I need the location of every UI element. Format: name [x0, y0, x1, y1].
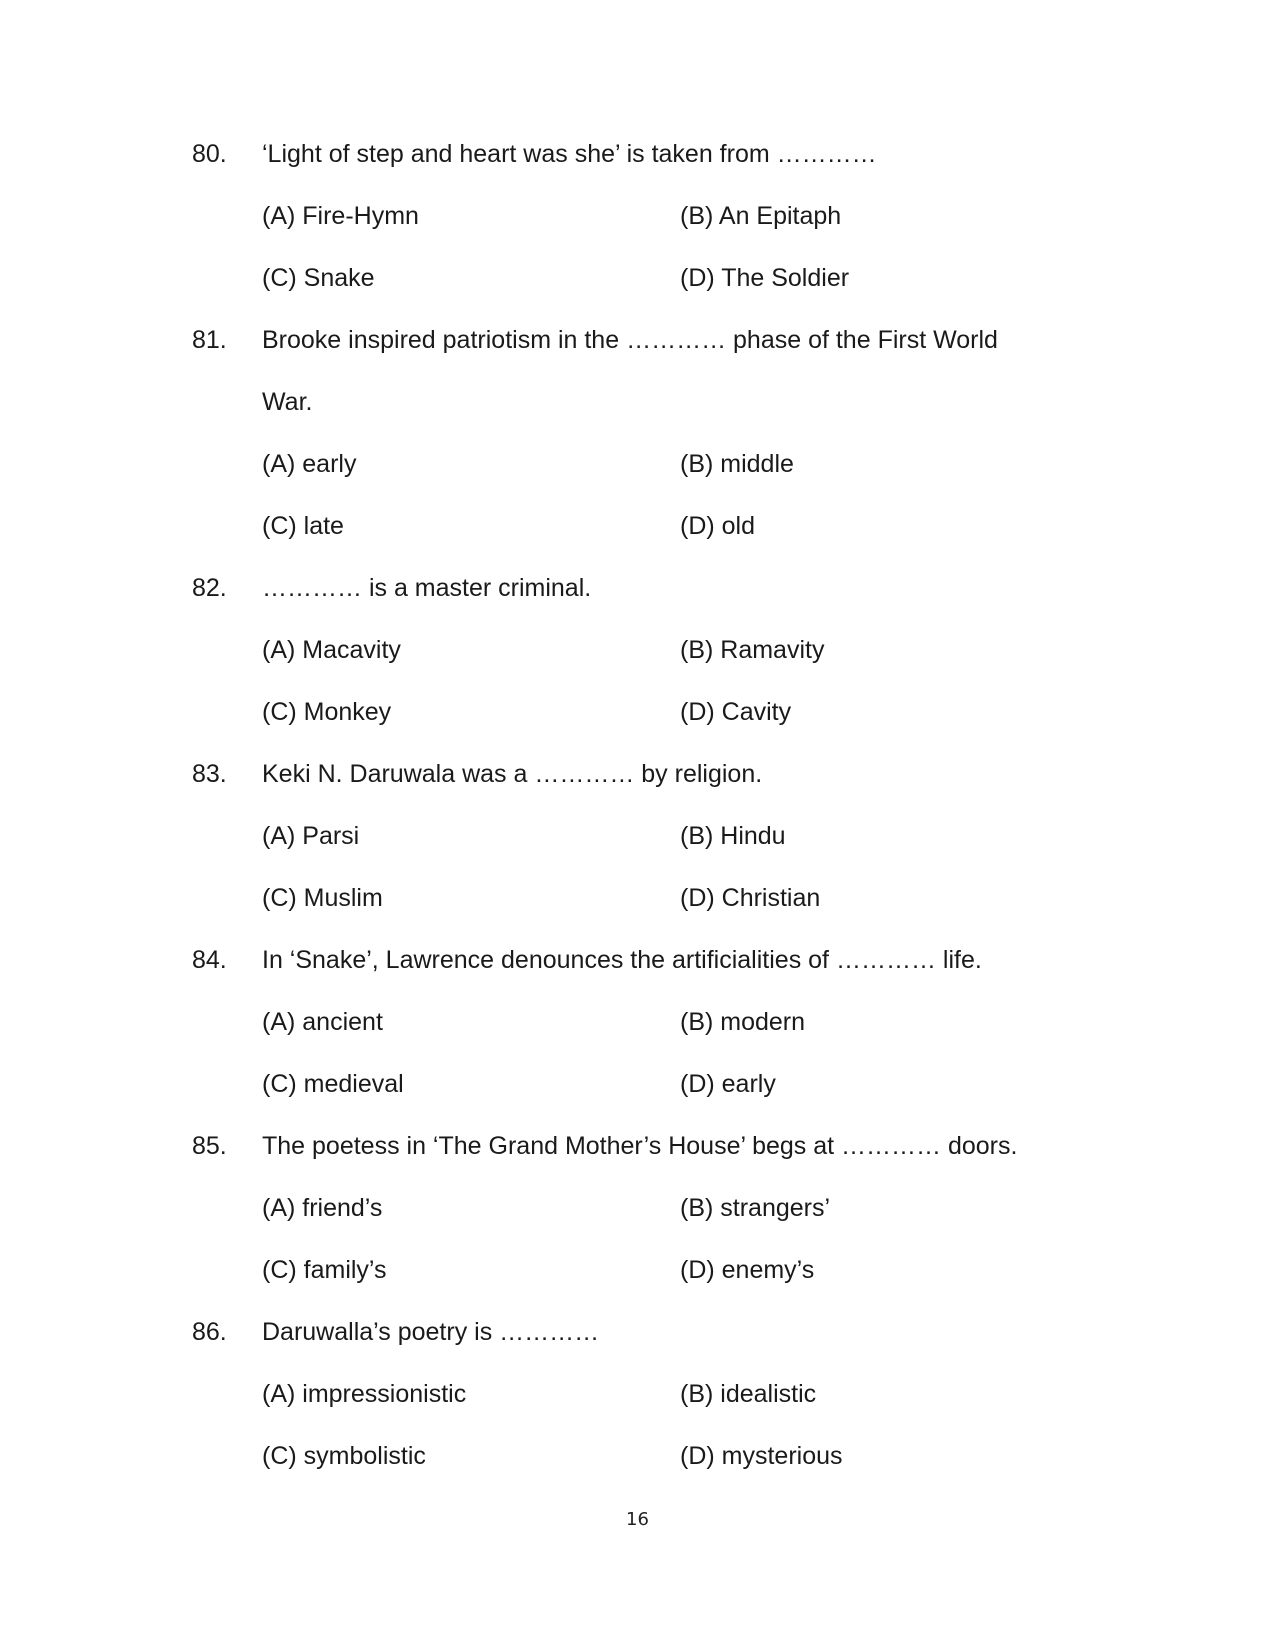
option-b: (B) strangers’ — [680, 1194, 831, 1222]
option-a: (A) Fire-Hymn — [262, 202, 419, 230]
question-number: 86. — [192, 1318, 227, 1346]
question-number: 80. — [192, 140, 227, 168]
question-text: Keki N. Daruwala was a ………… by religion. — [262, 760, 763, 788]
option-c: (C) symbolistic — [262, 1442, 426, 1470]
option-b: (B) middle — [680, 450, 794, 478]
question-text: ………… is a master criminal. — [262, 574, 592, 602]
option-b: (B) Hindu — [680, 822, 786, 850]
option-a: (A) friend’s — [262, 1194, 383, 1222]
question-number: 83. — [192, 760, 227, 788]
option-d: (D) mysterious — [680, 1442, 843, 1470]
option-d: (D) early — [680, 1070, 776, 1098]
option-c: (C) late — [262, 512, 344, 540]
question-text: The poetess in ‘The Grand Mother’s House’ begs at ………… doors. — [262, 1132, 1018, 1160]
option-c: (C) family’s — [262, 1256, 387, 1284]
option-d: (D) Christian — [680, 884, 821, 912]
question-text: Daruwalla’s poetry is ………… — [262, 1318, 600, 1346]
option-a: (A) ancient — [262, 1008, 383, 1036]
question-number: 81. — [192, 326, 227, 354]
option-d: (D) old — [680, 512, 756, 540]
option-d: (D) The Soldier — [680, 264, 850, 292]
option-a: (A) Macavity — [262, 636, 401, 664]
question-number: 84. — [192, 946, 227, 974]
option-b: (B) Ramavity — [680, 636, 825, 664]
option-c: (C) Muslim — [262, 884, 383, 912]
option-c: (C) medieval — [262, 1070, 404, 1098]
question-text: ‘Light of step and heart was she’ is taken from ………… — [262, 140, 877, 168]
question-text: In ‘Snake’, Lawrence denounces the artificialities of ………… life. — [262, 946, 982, 974]
option-c: (C) Monkey — [262, 698, 392, 726]
option-a: (A) early — [262, 450, 357, 478]
option-d: (D) enemy’s — [680, 1256, 815, 1284]
option-b: (B) modern — [680, 1008, 806, 1036]
option-c: (C) Snake — [262, 264, 375, 292]
question-number: 82. — [192, 574, 227, 602]
question-text-continued: War. — [262, 388, 313, 416]
option-a: (A) Parsi — [262, 822, 360, 850]
option-b: (B) idealistic — [680, 1380, 817, 1408]
option-a: (A) impressionistic — [262, 1380, 467, 1408]
page-number: 16 — [626, 1509, 649, 1530]
option-b: (B) An Epitaph — [680, 202, 842, 230]
question-number: 85. — [192, 1132, 227, 1160]
option-d: (D) Cavity — [680, 698, 792, 726]
question-text: Brooke inspired patriotism in the ………… phase of the First World — [262, 326, 998, 354]
